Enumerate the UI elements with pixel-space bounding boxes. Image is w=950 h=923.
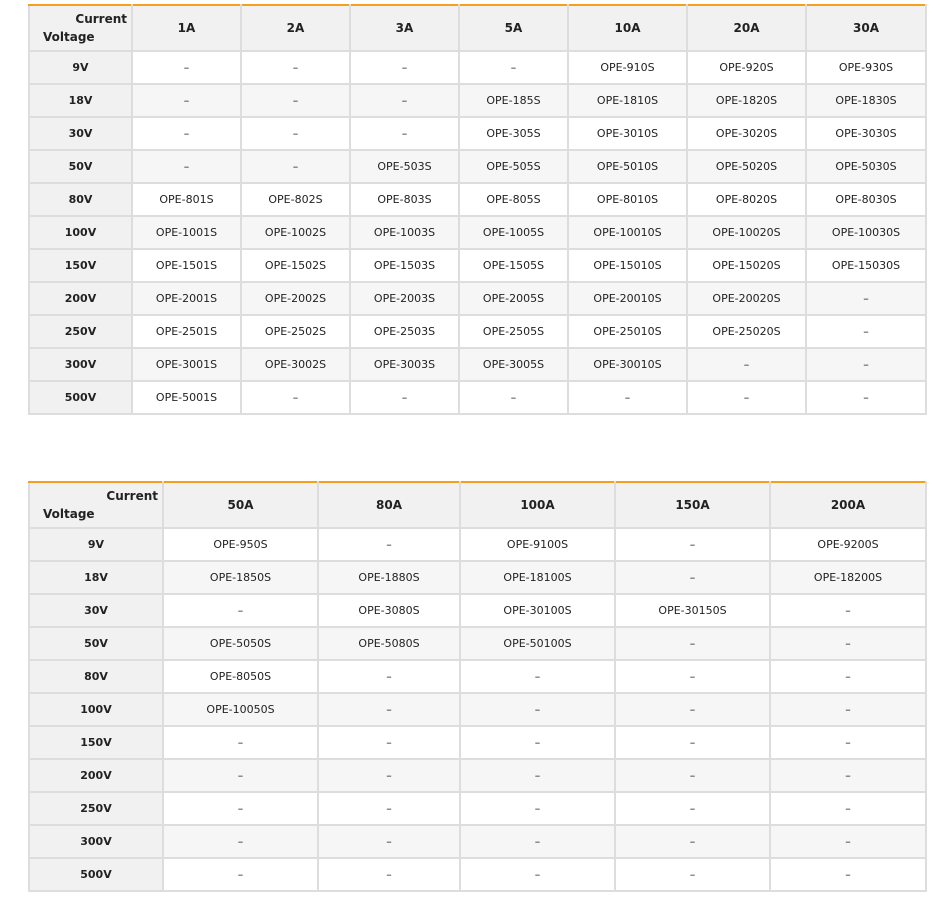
model-cell: OPE-20010S bbox=[568, 282, 687, 315]
header-row bbox=[29, 482, 926, 528]
corner-header bbox=[29, 5, 132, 51]
model-cell: OPE-9200S bbox=[770, 528, 926, 561]
model-cell: – bbox=[460, 759, 615, 792]
model-cell: OPE-10050S bbox=[163, 693, 318, 726]
current-axis-label: Current bbox=[75, 12, 127, 26]
model-cell: – bbox=[350, 51, 459, 84]
model-cell: OPE-805S bbox=[459, 183, 568, 216]
model-cell: – bbox=[132, 117, 241, 150]
model-cell: OPE-305S bbox=[459, 117, 568, 150]
model-cell: – bbox=[770, 594, 926, 627]
model-cell: OPE-2002S bbox=[241, 282, 350, 315]
model-cell: – bbox=[770, 660, 926, 693]
table-row bbox=[29, 759, 926, 792]
model-cell: – bbox=[770, 726, 926, 759]
model-cell: – bbox=[459, 381, 568, 414]
model-table-high-current bbox=[28, 481, 927, 892]
model-cell: – bbox=[460, 858, 615, 891]
model-cell: OPE-1820S bbox=[687, 84, 806, 117]
model-cell: OPE-3002S bbox=[241, 348, 350, 381]
model-cell: OPE-10020S bbox=[687, 216, 806, 249]
model-cell: OPE-9100S bbox=[460, 528, 615, 561]
model-cell: – bbox=[615, 627, 770, 660]
model-cell: – bbox=[615, 660, 770, 693]
model-cell: OPE-1810S bbox=[568, 84, 687, 117]
model-cell: OPE-30100S bbox=[460, 594, 615, 627]
current-header: 20A bbox=[687, 5, 806, 51]
voltage-label: 200V bbox=[29, 282, 132, 315]
model-cell: OPE-2003S bbox=[350, 282, 459, 315]
model-cell: OPE-5030S bbox=[806, 150, 926, 183]
model-cell: – bbox=[163, 759, 318, 792]
model-cell: OPE-5020S bbox=[687, 150, 806, 183]
model-cell: – bbox=[615, 693, 770, 726]
model-cell: – bbox=[132, 84, 241, 117]
voltage-label: 30V bbox=[29, 117, 132, 150]
table-row bbox=[29, 627, 926, 660]
model-cell: OPE-801S bbox=[132, 183, 241, 216]
table-row bbox=[29, 282, 926, 315]
model-cell: – bbox=[241, 51, 350, 84]
model-cell: OPE-910S bbox=[568, 51, 687, 84]
current-header: 80A bbox=[318, 482, 460, 528]
voltage-label: 50V bbox=[29, 627, 163, 660]
model-cell: OPE-15030S bbox=[806, 249, 926, 282]
model-cell: – bbox=[770, 825, 926, 858]
voltage-label: 9V bbox=[29, 528, 163, 561]
model-cell: OPE-5050S bbox=[163, 627, 318, 660]
model-cell: OPE-20020S bbox=[687, 282, 806, 315]
model-cell: OPE-3080S bbox=[318, 594, 460, 627]
model-cell: – bbox=[241, 150, 350, 183]
voltage-label: 500V bbox=[29, 858, 163, 891]
table-row bbox=[29, 249, 926, 282]
voltage-label: 30V bbox=[29, 594, 163, 627]
voltage-label: 80V bbox=[29, 660, 163, 693]
header-row bbox=[29, 5, 926, 51]
table-row bbox=[29, 792, 926, 825]
model-cell: OPE-1501S bbox=[132, 249, 241, 282]
current-header: 10A bbox=[568, 5, 687, 51]
model-cell: – bbox=[318, 759, 460, 792]
table-row bbox=[29, 528, 926, 561]
model-cell: OPE-503S bbox=[350, 150, 459, 183]
current-header: 2A bbox=[241, 5, 350, 51]
voltage-label: 100V bbox=[29, 693, 163, 726]
model-cell: – bbox=[318, 792, 460, 825]
current-header: 150A bbox=[615, 482, 770, 528]
model-cell: OPE-920S bbox=[687, 51, 806, 84]
model-cell: OPE-8030S bbox=[806, 183, 926, 216]
current-header: 200A bbox=[770, 482, 926, 528]
table-row bbox=[29, 117, 926, 150]
voltage-label: 150V bbox=[29, 726, 163, 759]
voltage-label: 80V bbox=[29, 183, 132, 216]
voltage-label: 100V bbox=[29, 216, 132, 249]
model-cell: OPE-25020S bbox=[687, 315, 806, 348]
model-cell: – bbox=[615, 759, 770, 792]
voltage-label: 50V bbox=[29, 150, 132, 183]
model-cell: – bbox=[460, 726, 615, 759]
model-cell: – bbox=[241, 381, 350, 414]
model-cell: – bbox=[318, 660, 460, 693]
model-cell: OPE-5010S bbox=[568, 150, 687, 183]
model-cell: OPE-8020S bbox=[687, 183, 806, 216]
model-cell: OPE-30010S bbox=[568, 348, 687, 381]
model-cell: – bbox=[806, 315, 926, 348]
model-cell: OPE-18200S bbox=[770, 561, 926, 594]
current-axis-label: Current bbox=[106, 489, 158, 503]
table-row bbox=[29, 693, 926, 726]
voltage-label: 250V bbox=[29, 792, 163, 825]
model-cell: OPE-5080S bbox=[318, 627, 460, 660]
voltage-label: 300V bbox=[29, 348, 132, 381]
model-cell: – bbox=[350, 84, 459, 117]
corner-header bbox=[29, 482, 163, 528]
model-cell: – bbox=[163, 825, 318, 858]
voltage-label: 9V bbox=[29, 51, 132, 84]
model-cell: – bbox=[615, 858, 770, 891]
table-row bbox=[29, 216, 926, 249]
model-cell: – bbox=[460, 693, 615, 726]
model-cell: OPE-803S bbox=[350, 183, 459, 216]
voltage-axis-label: Voltage bbox=[43, 507, 95, 521]
table-row bbox=[29, 858, 926, 891]
model-cell: – bbox=[806, 381, 926, 414]
table-row bbox=[29, 84, 926, 117]
model-cell: – bbox=[350, 117, 459, 150]
table-row bbox=[29, 51, 926, 84]
model-cell: OPE-1503S bbox=[350, 249, 459, 282]
model-cell: – bbox=[163, 792, 318, 825]
model-cell: – bbox=[318, 825, 460, 858]
model-cell: OPE-10030S bbox=[806, 216, 926, 249]
model-cell: OPE-1830S bbox=[806, 84, 926, 117]
model-cell: – bbox=[770, 759, 926, 792]
current-header: 100A bbox=[460, 482, 615, 528]
model-cell: OPE-1005S bbox=[459, 216, 568, 249]
voltage-label: 300V bbox=[29, 825, 163, 858]
model-cell: – bbox=[318, 726, 460, 759]
model-cell: – bbox=[687, 381, 806, 414]
model-cell: OPE-1003S bbox=[350, 216, 459, 249]
table-row bbox=[29, 348, 926, 381]
model-cell: – bbox=[318, 858, 460, 891]
table-row bbox=[29, 561, 926, 594]
model-cell: OPE-2502S bbox=[241, 315, 350, 348]
model-cell: – bbox=[459, 51, 568, 84]
model-cell: OPE-2005S bbox=[459, 282, 568, 315]
model-cell: OPE-3003S bbox=[350, 348, 459, 381]
voltage-label: 500V bbox=[29, 381, 132, 414]
model-cell: OPE-2505S bbox=[459, 315, 568, 348]
model-cell: – bbox=[318, 693, 460, 726]
model-cell: OPE-185S bbox=[459, 84, 568, 117]
voltage-label: 250V bbox=[29, 315, 132, 348]
model-cell: OPE-2001S bbox=[132, 282, 241, 315]
table-row bbox=[29, 660, 926, 693]
model-cell: OPE-3010S bbox=[568, 117, 687, 150]
model-cell: OPE-8010S bbox=[568, 183, 687, 216]
voltage-label: 150V bbox=[29, 249, 132, 282]
model-cell: OPE-3005S bbox=[459, 348, 568, 381]
model-cell: – bbox=[241, 117, 350, 150]
model-cell: OPE-15020S bbox=[687, 249, 806, 282]
model-cell: OPE-30150S bbox=[615, 594, 770, 627]
current-header: 50A bbox=[163, 482, 318, 528]
model-cell: – bbox=[241, 84, 350, 117]
model-cell: – bbox=[163, 726, 318, 759]
model-cell: – bbox=[460, 792, 615, 825]
table-row bbox=[29, 381, 926, 414]
model-cell: OPE-15010S bbox=[568, 249, 687, 282]
model-cell: – bbox=[770, 792, 926, 825]
model-cell: – bbox=[615, 726, 770, 759]
voltage-axis-label: Voltage bbox=[43, 30, 95, 44]
model-cell: – bbox=[132, 150, 241, 183]
model-cell: OPE-802S bbox=[241, 183, 350, 216]
model-cell: – bbox=[615, 792, 770, 825]
voltage-label: 200V bbox=[29, 759, 163, 792]
table-row bbox=[29, 315, 926, 348]
model-cell: – bbox=[687, 348, 806, 381]
model-cell: – bbox=[163, 594, 318, 627]
model-cell: OPE-1001S bbox=[132, 216, 241, 249]
model-cell: OPE-8050S bbox=[163, 660, 318, 693]
model-cell: – bbox=[568, 381, 687, 414]
table-row bbox=[29, 594, 926, 627]
table-row bbox=[29, 183, 926, 216]
model-cell: OPE-1502S bbox=[241, 249, 350, 282]
model-cell: OPE-2503S bbox=[350, 315, 459, 348]
model-cell: OPE-1002S bbox=[241, 216, 350, 249]
current-header: 5A bbox=[459, 5, 568, 51]
model-cell: – bbox=[460, 825, 615, 858]
model-cell: – bbox=[806, 348, 926, 381]
voltage-label: 18V bbox=[29, 84, 132, 117]
model-cell: OPE-25010S bbox=[568, 315, 687, 348]
model-cell: – bbox=[806, 282, 926, 315]
table-row bbox=[29, 825, 926, 858]
model-cell: OPE-930S bbox=[806, 51, 926, 84]
model-cell: OPE-3020S bbox=[687, 117, 806, 150]
model-cell: OPE-3001S bbox=[132, 348, 241, 381]
table-row bbox=[29, 726, 926, 759]
model-cell: – bbox=[132, 51, 241, 84]
model-cell: – bbox=[770, 858, 926, 891]
model-cell: – bbox=[615, 528, 770, 561]
model-table-low-current bbox=[28, 4, 927, 415]
model-cell: OPE-1505S bbox=[459, 249, 568, 282]
model-cell: – bbox=[770, 627, 926, 660]
model-cell: OPE-3030S bbox=[806, 117, 926, 150]
model-cell: – bbox=[163, 858, 318, 891]
table-row bbox=[29, 150, 926, 183]
model-cell: OPE-10010S bbox=[568, 216, 687, 249]
current-header: 30A bbox=[806, 5, 926, 51]
model-cell: – bbox=[615, 561, 770, 594]
model-cell: OPE-50100S bbox=[460, 627, 615, 660]
model-cell: OPE-5001S bbox=[132, 381, 241, 414]
model-cell: OPE-1880S bbox=[318, 561, 460, 594]
model-cell: OPE-2501S bbox=[132, 315, 241, 348]
model-cell: OPE-950S bbox=[163, 528, 318, 561]
current-header: 3A bbox=[350, 5, 459, 51]
model-cell: OPE-18100S bbox=[460, 561, 615, 594]
model-cell: – bbox=[350, 381, 459, 414]
voltage-label: 18V bbox=[29, 561, 163, 594]
model-cell: OPE-505S bbox=[459, 150, 568, 183]
model-cell: – bbox=[770, 693, 926, 726]
current-header: 1A bbox=[132, 5, 241, 51]
model-cell: – bbox=[460, 660, 615, 693]
model-cell: – bbox=[318, 528, 460, 561]
model-cell: – bbox=[615, 825, 770, 858]
model-cell: OPE-1850S bbox=[163, 561, 318, 594]
